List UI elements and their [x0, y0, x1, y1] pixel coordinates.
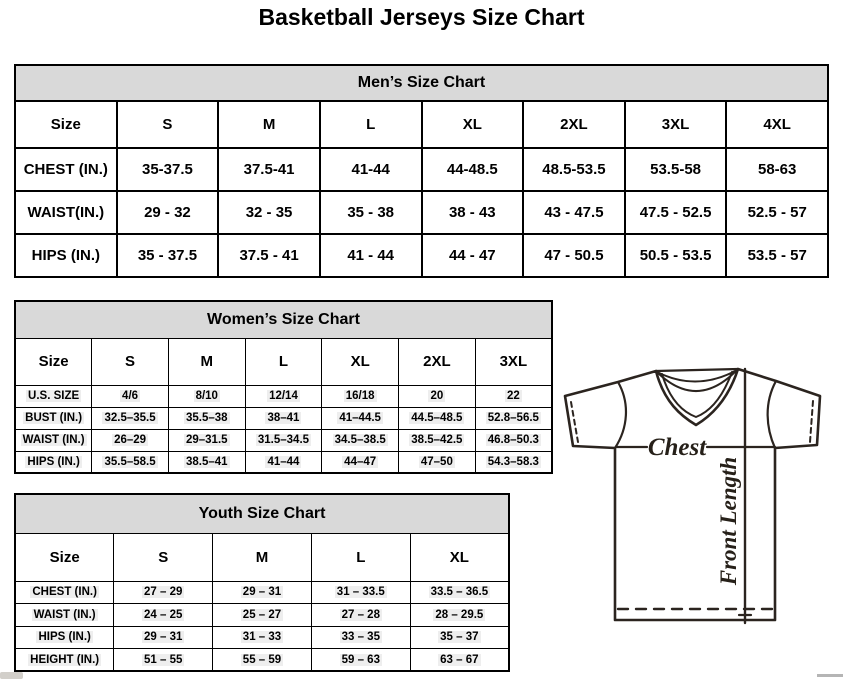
- men-cell: 47 - 50.5: [523, 234, 625, 277]
- men-cell: 58-63: [726, 148, 828, 191]
- men-cell: 35 - 38: [320, 191, 422, 234]
- women-cell: 38–41: [245, 407, 322, 429]
- men-cell: 44 - 47: [422, 234, 524, 277]
- men-row-label: WAIST(IN.): [15, 191, 117, 234]
- horizontal-scrollbar-fragment-right[interactable]: [817, 674, 843, 677]
- women-table-title: Women’s Size Chart: [15, 301, 552, 338]
- women-row-label: BUST (IN.): [15, 407, 92, 429]
- youth-cell: 27 – 29: [114, 581, 213, 604]
- men-col-header-2xl: 2XL: [523, 101, 625, 148]
- women-size-col-header: Size: [15, 338, 92, 385]
- women-cell: 35.5–38: [168, 407, 245, 429]
- men-cell: 41 - 44: [320, 234, 422, 277]
- women-row-label: U.S. SIZE: [15, 385, 92, 407]
- men-cell: 52.5 - 57: [726, 191, 828, 234]
- women-col-header-s: S: [92, 338, 169, 385]
- men-cell: 38 - 43: [422, 191, 524, 234]
- women-cell: 52.8–56.5: [475, 407, 552, 429]
- women-cell: 8/10: [168, 385, 245, 407]
- women-cell: 54.3–58.3: [475, 451, 552, 473]
- women-cell: 31.5–34.5: [245, 429, 322, 451]
- women-cell: 4/6: [92, 385, 169, 407]
- youth-cell: 24 – 25: [114, 604, 213, 627]
- women-cell: 32.5–35.5: [92, 407, 169, 429]
- men-cell: 35-37.5: [117, 148, 219, 191]
- men-cell: 29 - 32: [117, 191, 219, 234]
- men-col-header-m: M: [218, 101, 320, 148]
- women-col-header-l: L: [245, 338, 322, 385]
- youth-col-header-xl: XL: [410, 533, 509, 581]
- youth-col-header-l: L: [311, 533, 410, 581]
- youth-col-header-s: S: [114, 533, 213, 581]
- men-size-col-header: Size: [15, 101, 117, 148]
- men-cell: 53.5-58: [625, 148, 727, 191]
- youth-row-label: HEIGHT (IN.): [15, 649, 114, 672]
- men-col-header-s: S: [117, 101, 219, 148]
- men-cell: 44-48.5: [422, 148, 524, 191]
- youth-size-table: [14, 493, 510, 672]
- women-cell: 20: [399, 385, 476, 407]
- women-cell: 41–44.5: [322, 407, 399, 429]
- men-cell: 37.5-41: [218, 148, 320, 191]
- women-col-header-xl: XL: [322, 338, 399, 385]
- jersey-diagram: [556, 358, 842, 634]
- women-row-label: HIPS (IN.): [15, 451, 92, 473]
- men-cell: 53.5 - 57: [726, 234, 828, 277]
- men-cell: 43 - 47.5: [523, 191, 625, 234]
- page-title: Basketball Jerseys Size Chart: [258, 4, 585, 30]
- women-cell: 16/18: [322, 385, 399, 407]
- jersey-outline: [565, 369, 820, 620]
- women-cell: 38.5–41: [168, 451, 245, 473]
- men-row-label: CHEST (IN.): [15, 148, 117, 191]
- men-table-title: Men’s Size Chart: [15, 65, 828, 101]
- men-row-label: HIPS (IN.): [15, 234, 117, 277]
- youth-table-title: Youth Size Chart: [15, 494, 509, 533]
- youth-cell: 59 – 63: [311, 649, 410, 672]
- youth-cell: 33.5 – 36.5: [410, 581, 509, 604]
- men-cell: 48.5-53.5: [523, 148, 625, 191]
- youth-cell: 27 – 28: [311, 604, 410, 627]
- women-row-label: WAIST (IN.): [15, 429, 92, 451]
- women-col-header-m: M: [168, 338, 245, 385]
- youth-cell: 28 – 29.5: [410, 604, 509, 627]
- women-cell: 35.5–58.5: [92, 451, 169, 473]
- women-col-header-2xl: 2XL: [399, 338, 476, 385]
- men-col-header-4xl: 4XL: [726, 101, 828, 148]
- women-cell: 34.5–38.5: [322, 429, 399, 451]
- front-length-label: Front Length: [716, 456, 741, 586]
- mens-size-table: [14, 64, 829, 278]
- youth-row-label: CHEST (IN.): [15, 581, 114, 604]
- women-cell: 46.8–50.3: [475, 429, 552, 451]
- youth-cell: 29 – 31: [114, 626, 213, 649]
- youth-cell: 33 – 35: [311, 626, 410, 649]
- men-col-header-l: L: [320, 101, 422, 148]
- men-col-header-xl: XL: [422, 101, 524, 148]
- women-col-header-3xl: 3XL: [475, 338, 552, 385]
- women-cell: 22: [475, 385, 552, 407]
- women-cell: 44.5–48.5: [399, 407, 476, 429]
- men-cell: 37.5 - 41: [218, 234, 320, 277]
- women-cell: 29–31.5: [168, 429, 245, 451]
- horizontal-scrollbar-fragment-left[interactable]: [0, 672, 23, 679]
- youth-cell: 25 – 27: [213, 604, 312, 627]
- youth-cell: 51 – 55: [114, 649, 213, 672]
- men-cell: 47.5 - 52.5: [625, 191, 727, 234]
- women-cell: 12/14: [245, 385, 322, 407]
- women-cell: 44–47: [322, 451, 399, 473]
- youth-cell: 29 – 31: [213, 581, 312, 604]
- men-cell: 41-44: [320, 148, 422, 191]
- youth-cell: 31 – 33.5: [311, 581, 410, 604]
- youth-cell: 35 – 37: [410, 626, 509, 649]
- collar-top-edge: [656, 369, 738, 371]
- women-cell: 41–44: [245, 451, 322, 473]
- youth-cell: 63 – 67: [410, 649, 509, 672]
- men-col-header-3xl: 3XL: [625, 101, 727, 148]
- womens-size-table: [14, 300, 553, 474]
- youth-row-label: WAIST (IN.): [15, 604, 114, 627]
- women-cell: 47–50: [399, 451, 476, 473]
- women-cell: 38.5–42.5: [399, 429, 476, 451]
- youth-col-header-m: M: [213, 533, 312, 581]
- men-cell: 50.5 - 53.5: [625, 234, 727, 277]
- women-cell: 26–29: [92, 429, 169, 451]
- youth-cell: 55 – 59: [213, 649, 312, 672]
- youth-size-col-header: Size: [15, 533, 114, 581]
- men-cell: 35 - 37.5: [117, 234, 219, 277]
- men-cell: 32 - 35: [218, 191, 320, 234]
- youth-cell: 31 – 33: [213, 626, 312, 649]
- chest-label: Chest: [647, 434, 707, 461]
- youth-row-label: HIPS (IN.): [15, 626, 114, 649]
